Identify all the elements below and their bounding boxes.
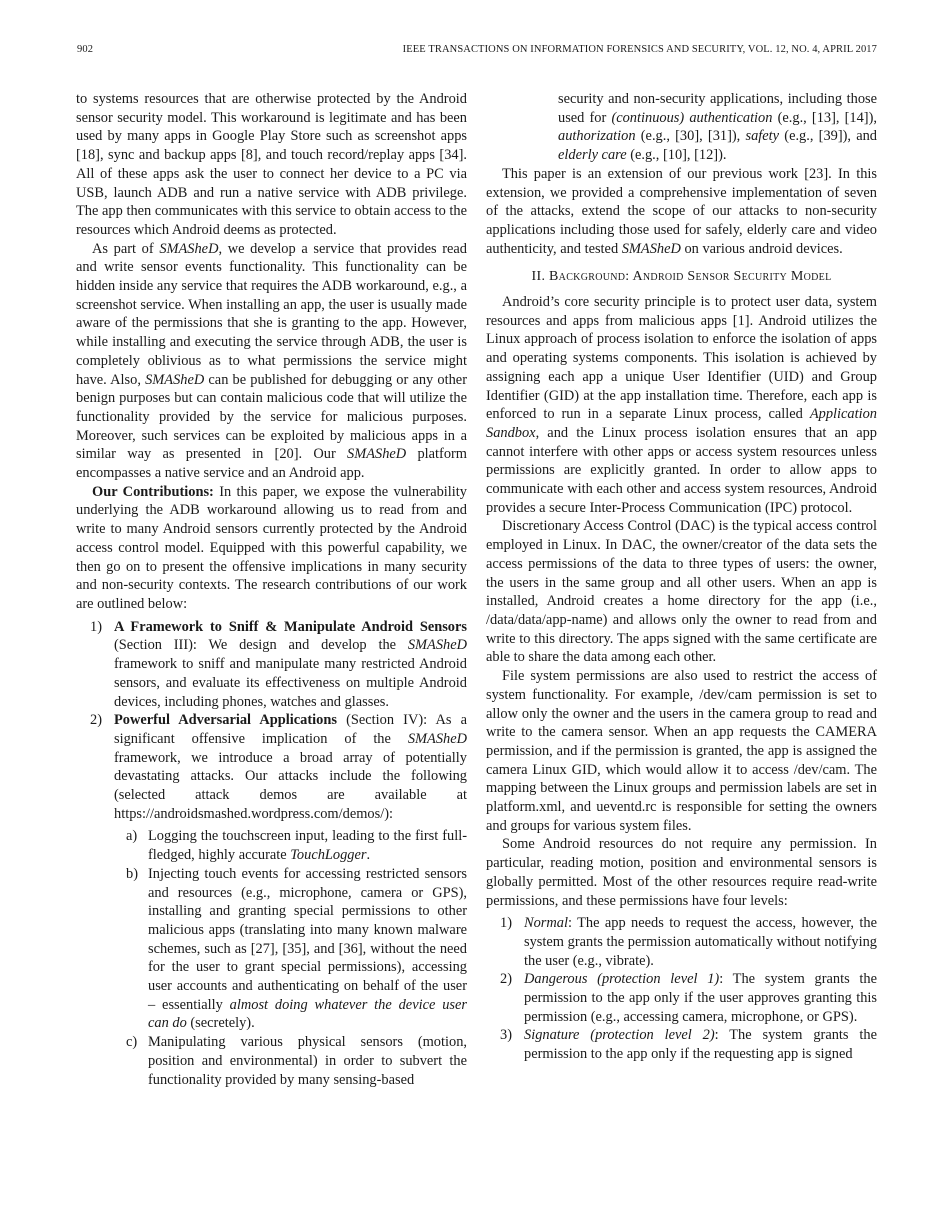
paragraph: This paper is an extension of our previous work [23]. In this extension, we provided a comprehensive implementation of seven of the attacks, extend the scope of our attacks to non-security applications including those used for safely, elderly care and video authenticity, and tested SMASheD on various android devices.: [486, 165, 877, 257]
list-item: c) Manipulating various physical sensors (motion, position and environmental) in order to subvert the functionality provided by many sensing-based: [126, 1034, 467, 1088]
attacks-list: [114, 827, 467, 1089]
list-item: 1) Normal: The app needs to request the access, however, the system grants the permission automatically without notifying the user (e.g., vibrate).: [500, 915, 877, 969]
list-item: b) Injecting touch events for accessing restricted sensors and resources (e.g., microphone, camera or GPS), installing and granting special permissions to other malicious apps (translating into many known malware schemes, such as [27], [35], and [36], without the need for the user to grant special permissions), accessing user accounts and authenticating on behalf of the user – essentially almost doing whatever the device user can do (secretely).: [126, 865, 467, 1032]
list-item: 1) A Framework to Sniff & Manipulate Android Sensors (Section III): We design and develop the SMASheD framework to sniff and manipulate many restricted Android sensors, and evaluate its effectiveness on multiple Android devices, including phones, watches and glasses.: [90, 618, 467, 710]
left-column: [76, 90, 467, 1089]
paragraph-continuation: security and non-security applications, including those used for (continuous) authentication (e.g., [13], [14]), authorization (e.g., [30], [31]), safety (e.g., [39]), and elderly care (e.g., [10], [12]).: [558, 91, 878, 164]
paragraph: As part of SMASheD, we develop a service that provides read and write sensor events functionality. This functionality can be hidden inside any service that requires the ADB workaround, e.g., a screenshot service. When installing an app, the user is usually made aware of the permissions that she is granting to the app. However, while installing and executing the service through ADB, the user is completely oblivious as to what permissions the service might have. Also, SMASheD can be published for debugging or any other benign purposes but can contain malicious code that will utilize the functionality provided by the service for malicious purposes. Moreover, such services can be exploited by malicious apps in a similar way as presented in [20]. Our SMASheD platform encompasses a native service and an Android app.: [76, 240, 467, 482]
list-item: 3) Signature (protection level 2): The system grants the permission to the app only if the requesting app is signed: [500, 1027, 877, 1063]
section-heading: II. Background: Android Sensor Security Model: [531, 269, 832, 285]
paragraph: Some Android resources do not require any permission. In particular, reading motion, position and environmental sensors is globally permitted. Most of the other resources require read-write permissions, and these permissions have four levels:: [486, 836, 877, 909]
list-item: 2) Dangerous (protection level 1): The system grants the permission to the app only if the user approves granting this permission (e.g., accessing camera, microphone, or GPS).: [500, 971, 877, 1025]
paragraph: to systems resources that are otherwise protected by the Android sensor security model. This workaround is legitimate and has been used by many apps in Google Play Store such as screenshot apps [18], sync and backup apps [8], and touch record/replay apps [34]. All of these apps ask the user to connect her device to a PC via USB, launch ADB and run a native service with ADB privilege. The app then communicates with this service to obtain access to the resources which Android deems as protected.: [76, 91, 467, 238]
paragraph: Our Contributions: In this paper, we expose the vulnerability underlying the ADB workaround allowing us to read from and write to many Android sensors currently protected by the Android access control model. Equipped with this powerful capability, we then go on to present the offensive implications in many security and non-security contexts. The research contributions of our work are outlined below:: [76, 483, 467, 612]
paragraph: File system permissions are also used to restrict the access of system functionality. For example, /dev/cam permission is set to allow only the owner and the users in the camera group to read and write to the camera sensor. When an app requests the CAMERA permission, and if the permission is granted, the app is assigned the camera Linux GID, which would allow it to access /dev/cam. The mapping between the Linux groups and permission labels are set in platform.xml, and ueventd.rc is responsible for setting the owners and groups for various system files.: [486, 668, 877, 834]
list-item: a) Logging the touchscreen input, leading to the first full-fledged, highly accurate TouchLogger.: [126, 828, 467, 864]
journal-running-head: IEEE TRANSACTIONS ON INFORMATION FORENSICS AND SECURITY, VOL. 12, NO. 4, APRIL 2017: [402, 44, 877, 55]
permission-levels-list: [486, 914, 877, 1064]
page-number: 902: [77, 44, 94, 55]
right-column: [486, 90, 877, 1064]
page-header: [77, 44, 877, 60]
paragraph: Discretionary Access Control (DAC) is the typical access control employed in Linux. In DAC, the owner/creator of the data sets the access permissions of the data to three types of users: the owner, the users in the same group and all other users. When an app is installed, Android creates a home directory for the app (i.e., /data/data/app-name) and allows only the owner to read from and write to this directory. The apps signed with the same certificate are able to share the data among each other.: [486, 518, 877, 666]
paragraph: Android’s core security principle is to protect user data, system resources and apps from malicious apps [1]. Android utilizes the Linux approach of process isolation to enforce the isolation of apps and operating systems components. This isolation is achieved by assigning each app a unique User Identifier (UID) and Group Identifier (GID) at the app installation time. Therefore, each app is enforced to run in a separate Linux process, called Application Sandbox, and the Linux process isolation ensures that an app cannot interfere with other apps or access system resources unless permissions are explicitly granted. In order to allow apps to communicate with each other and access system resources, Android provides a secure Inter-Process Communication (IPC) protocol.: [486, 294, 877, 516]
contributions-list: [76, 618, 467, 1090]
list-item: 2) Powerful Adversarial Applications (Section IV): As a significant offensive implication of the SMASheD framework, we introduce a broad array of potentially devastating attacks. Our attacks include the following (selected attack demos are available at https://androidsmashed.wordpress.com/demos/): a) Logging the touchscreen input, leading to the first full-fledged, highly accurate TouchLogger. b) Injecting touch events for accessing restricted sensors and resources (e.g., microphone, camera or GPS), installing and granting special permissions to other malicious apps (translating into many known malware schemes, such as [27], [35], and [36], without the need for the user to grant special permissions), accessing user accounts and authenticating on behalf of the user – essentially almost doing whatever the device user can do (secretely). c) Manipulating various physical sensors (motion, position and environmental) in order to subvert the functionality provided by many sensing-based: [90, 712, 467, 1088]
